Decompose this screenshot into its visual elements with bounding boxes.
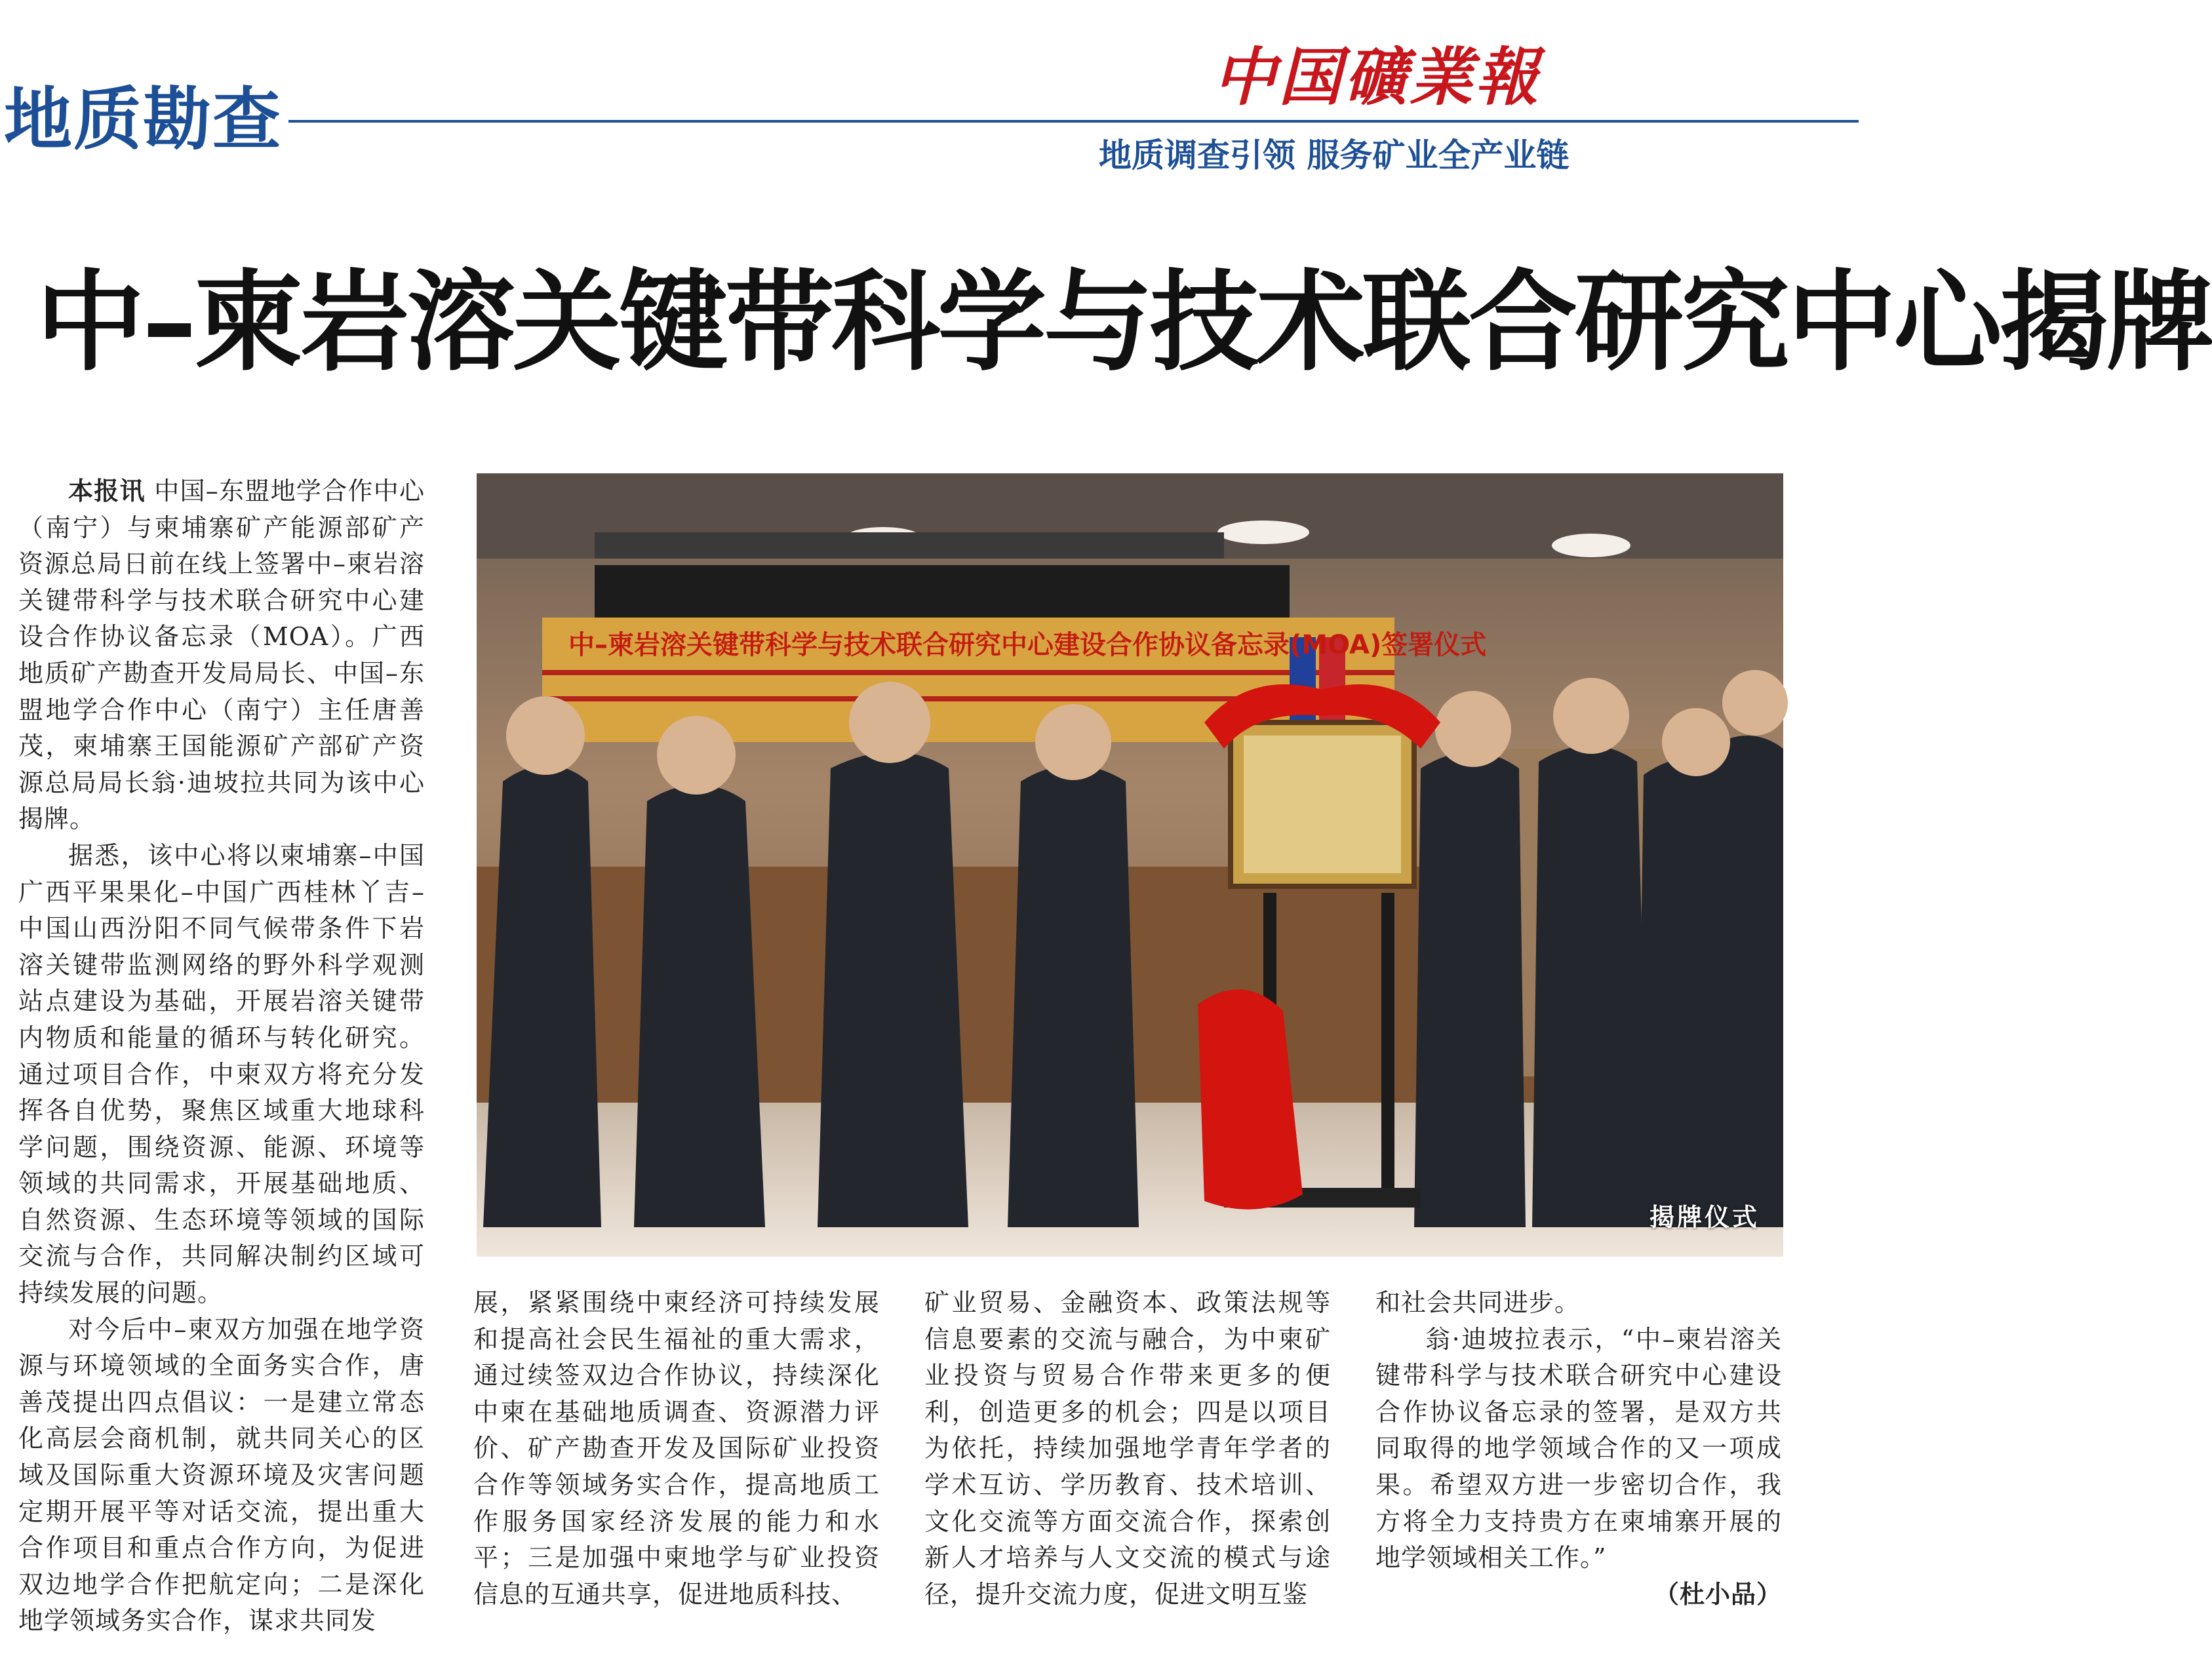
header-rule	[288, 120, 1859, 123]
paragraph-3: 对今后中–柬双方加强在地学资源与环境领域的全面务实合作，唐善茂提出四点倡议：一是建立常态化高层会商机制，就共同关心的区域及国际重大资源环境及灾害问题定期开展平等对话交流，提出重大合作项目和重点合作方向，为促进双边地学合作把航定向；二是深化地学领域务实合作，谋求共同发	[18, 1314, 425, 1636]
slogan: 地质调查引领 服务矿业全产业链	[1099, 136, 1570, 174]
column-4-text-1: 和社会共同进步。	[1375, 1288, 1581, 1317]
byline: （杜小品）	[1653, 1579, 1782, 1609]
article-column-1	[18, 473, 425, 1640]
photo-banner-text: 中–柬岩溶关键带科学与技术联合研究中心建设合作协议备忘录(MOA)签署仪式	[568, 630, 1487, 660]
photo-illustration	[477, 473, 1783, 1257]
column-4-text-2: 翁·迪坡拉表示，“中–柬岩溶关键带科学与技术联合研究中心建设合作协议备忘录的签署，是双方共同取得的地学领域合作的又一项成果。希望双方进一步密切合作，我方将全力支持贵方在柬埔寨开展的地学领域相关工作。”	[1375, 1324, 1782, 1573]
column-2-text: 展，紧紧围绕中柬经济可持续发展和提高社会民生福祉的重大需求，通过续签双边合作协议，持续深化中柬在基础地质调查、资源潜力评价、矿产勘查开发及国际矿业投资合作等领域务实合作，提高地质工作服务国家经济发展的能力和水平；三是加强中柬地学与矿业投资信息的互通共享，促进地质科技、	[473, 1288, 880, 1609]
article-column-4	[1375, 1285, 1782, 1613]
paragraph-2: 据悉，该中心将以柬埔寨–中国广西平果果化–中国广西桂林丫吉–中国山西汾阳不同气候带条件下岩溶关键带监测网络的野外科学观测站点建设为基础，开展岩溶关键带内物质和能量的循环与转化研究。通过项目合作，中柬双方将充分发挥各自优势，聚焦区域重大地球科学问题，围绕资源、能源、环境等领域的共同需求，开展基础地质、自然资源、生态环境等领域的国际交流与合作，共同解决制约区域可持续发展的问题。	[18, 840, 425, 1308]
paragraph-1-text: 中国–东盟地学合作中心（南宁）与柬埔寨矿产能源部矿产资源总局日前在线上签署中–柬岩溶关键带科学与技术联合研究中心建设合作协议备忘录（MOA）。广西地质矿产勘查开发局局长、中国–东盟地学合作中心（南宁）主任唐善茂，柬埔寨王国能源矿产部矿产资源总局局长翁·迪坡拉共同为该中心揭牌。	[18, 477, 425, 834]
article-column-3	[924, 1285, 1331, 1613]
photo-caption: 揭牌仪式	[1649, 1203, 1760, 1232]
headline: 中–柬岩溶关键带科学与技术联合研究中心揭牌	[36, 260, 2212, 386]
section-title: 地质勘查	[4, 79, 283, 159]
masthead-logo: 中国礦業報	[1213, 40, 1541, 114]
column-3-text: 矿业贸易、金融资本、政策法规等信息要素的交流与融合，为中柬矿业投资与贸易合作带来更多的便利，创造更多的机会；四是以项目为依托，持续加强地学青年学者的学术互访、学历教育、技术培训、文化交流等方面交流合作，探索创新人才培养与人文交流的模式与途径，提升交流力度，促进文明互鉴	[924, 1288, 1331, 1609]
lead-label: 本报讯	[68, 477, 146, 505]
ceremony-photo	[477, 473, 1783, 1257]
article-column-2	[473, 1285, 880, 1613]
paragraph-1	[18, 473, 425, 838]
